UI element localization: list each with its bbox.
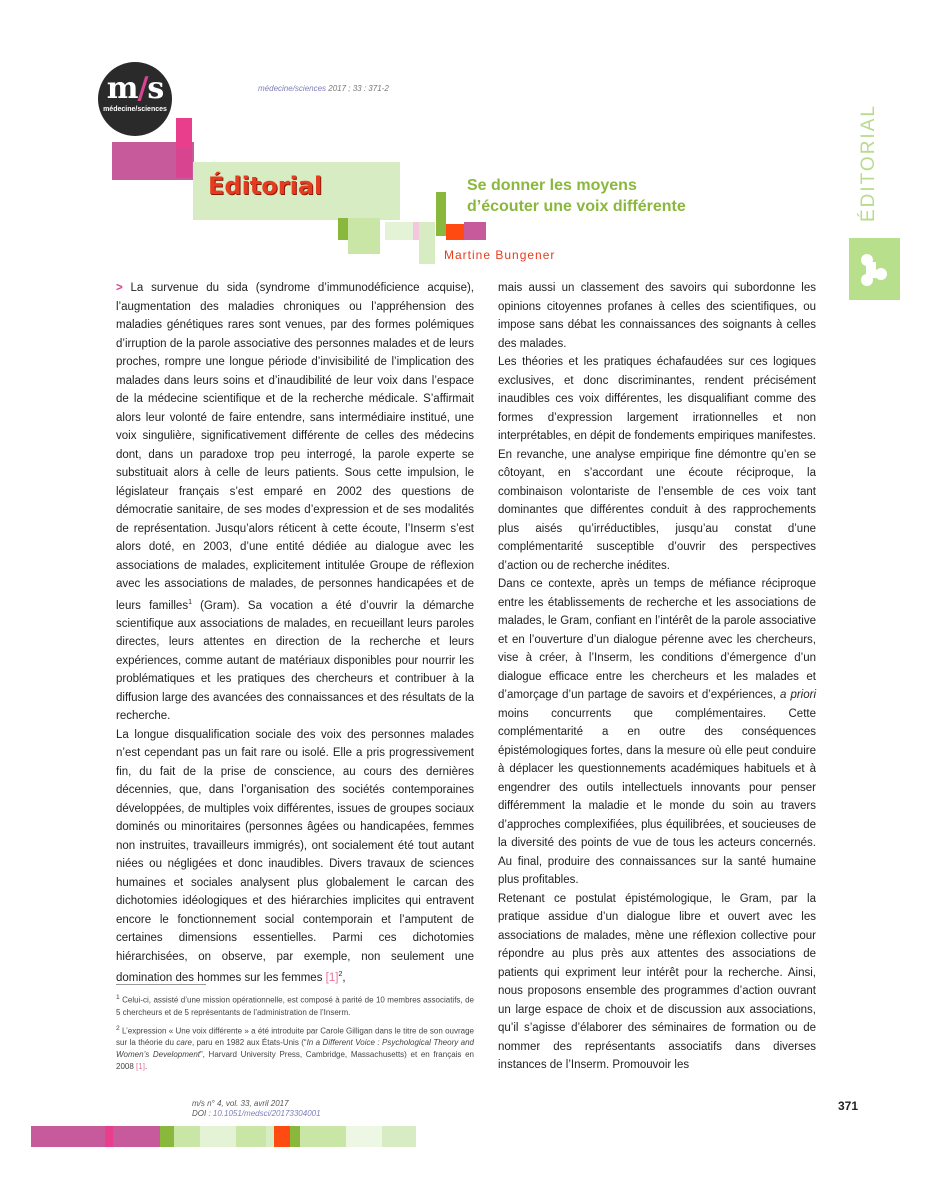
footer-bar-segment — [105, 1126, 113, 1147]
section-label: Éditorial — [208, 172, 323, 200]
deco-block — [419, 222, 435, 264]
paragraph: mais aussi un classement des savoirs qui subordonne les opinions citoyennes profanes à celles des scientifiques, ou impose sans débat les connaissances des soignants à celles des malades. — [498, 282, 816, 350]
deco-block — [436, 192, 446, 236]
footer-bar-segment — [160, 1126, 174, 1147]
doi-link[interactable]: 10.1051/medsci/20173304001 — [212, 1109, 321, 1118]
paragraph: Retenant ce postulat épistémologique, le Gram, par la pratique assidue d’un dialogue libre et ouvert avec les associations de malades, mène une réflexion collective pour répondre au plus près aux attentes des associations de patients qui expriment leur intérêt pour la recherche. Ainsi, nous proposons ensemble des programmes d’action ouvrant un large espace de choix et de discussion aux associations, qu’il s’agisse d’élaborer des séminaires de formation ou de nommer des représentants associatifs dans diverses instances de l’Inserm. Promouvoir les — [498, 892, 816, 1071]
footer-bar-segment — [113, 1126, 160, 1147]
deco-block — [385, 222, 413, 240]
paragraph: > La survenue du sida (syndrome d’immunodéficience acquise), l’augmentation des maladies chroniques ou l’appréhension des maladies génétiques rares sont venues, par des formes polémiques d’irruption de la parole associative des personnes malades et de leurs proches, rompre une longue période d’invisibilité de l’implication des malades dans leurs soins et d’inaudibilité de leur voix dans l’espace de la médecine scientifique et de la recherche médicale. S’affirmait alors leur volonté de faire entendre, sans intermédiaire institué, une voix singulière, significativement différente de celles des médecins dont, dans un paradoxe trop peu interrogé, la parole experte se substituait alors à celle de leurs patients. Sous cette impulsion, le législateur français s’est emparé en 2002 des questions de démocratie sanitaire, de ses modes d’expression et de ses modalités de représentation. Jusqu’alors réticent à cette écoute, l’Inserm s’est alors doté, en 2003, d’une entité dédiée au dialogue avec les associations de malades, explicitement intitulée Groupe de réflexion avec les associations de malades, de personnes handicapées et de leurs familles$^1$ (Gram). Sa vocation a été d’ouvrir la démarche scientifique aux associations de malades, en recueillant leurs paroles directes, leurs attentes en direction de la recherche et leurs expériences, comme autant de matériaux disponibles pour nourrir les problématiques et les pratiques des chercheurs et contribuer à la diffusion large des avancées des connaissances et des résultats de la recherche. — [116, 282, 474, 723]
footer-bar-segment — [236, 1126, 266, 1147]
author: Martine Bungener — [444, 248, 556, 262]
issue-reference: m/s n° 4, vol. 33, avril 2017 DOI : 10.1051/medsci/20173304001 — [192, 1099, 321, 1118]
logo-sub: médecine/sciences — [103, 106, 167, 113]
paragraph: La longue disqualification sociale des voix des personnes malades n’est cependant pas un fait rare ou isolé. Elle a pris progressivement fin, du fait de la prise de conscience, au cours des dernières décennies, que, dans l’organisation des sociétés contemporaines développées, de multiples voix différentes, issues de groupes sociaux dominés ou minoritaires (personnes âgées ou handicapées, femmes non instruites, travailleurs immigrés), ont socialement été tout autant niées ou négligées et donc inaudibles. Divers travaux de sciences humaines et sociales analysent plus globalement le carcan des dichotomies idéologiques et des hiérarchies implicites qui entravent encore le fonctionnement social contemporain et l’amputent de certaines dimensions essentielles. Parmi ces dichotomies hiérarchisées, on observe, par exemple, non seulement une domination des hommes sur les femmes $[1]^2$, — [116, 728, 474, 985]
paragraph: Les théories et les pratiques échafaudées sur ces logiques exclusives, et donc discriminantes, rendent précisément inaudibles ces voix différentes, les disqualifiant comme des formes d’expression largement irrationnelles et non interprétables, en dépit de fondements empiriques manifestes. En revanche, une analyse empirique fine démontre qu’en se côtoyant, en s’accordant une écoute réciproque, la combinaison volontariste de l’ensemble de ces voix tant dominantes que différentes conduit à des rapprochements plus aisés qu’irréductibles, jusqu’au constat d’une complémentarité susceptible d’ouvrir des perspectives d’action ou de recherche inédites. — [498, 356, 816, 572]
deco-block — [348, 218, 380, 254]
deco-block — [464, 222, 486, 240]
footnote-divider — [116, 984, 206, 985]
footnotes — [116, 992, 474, 1077]
footer-bar-segment — [174, 1126, 200, 1147]
body-column-right — [498, 279, 816, 1075]
deco-block — [338, 218, 348, 240]
paragraph: Dans ce contexte, après un temps de méfiance réciproque entre les établissements de recherche et les associations de malades, le Gram, confiant en l’intérêt de la parole associative et en l’ouverture d’un dialogue pérenne avec les chercheurs, vise à créer, à l’Inserm, les conditions d’émergence d’un dialogue efficace entre les chercheurs et les malades et d’amorçage d’un partage de savoirs et d’expériences, a priori moins concurrents que complémentaires. Cette complémentarité a en outre des conséquences épistémologiques fortes, dans la mesure où elle peut conduire à déplacer les questionnements académiques habituels et à engendrer des outils intellectuels innovants pour penser différemment la maladie et le monde du soin au travers d’approches complexifiées, plus équilibrées, et soucieuses de la diversité des points de vue de tous les acteurs concernés. Au final, produire des connaissances sur la santé humaine plus profitables. — [498, 578, 817, 886]
footnote: $^2$ L’expression « Une voix différente » a été introduite par Carole Gilligan dans le titre de son ouvrage sur la théorie du care, paru en 1982 aux États-Unis (“In a Different Voice : Psychological Theory and Women’s Development”, Harvard University Press, Cambridge, Massachusetts) et en français en 2008 [1]. — [116, 1024, 475, 1072]
logo-main: m/s — [106, 71, 164, 106]
footer-bar-segment — [274, 1126, 290, 1147]
deco-block — [446, 224, 464, 240]
page-number: 371 — [838, 1099, 859, 1113]
deco-block — [176, 148, 192, 178]
journal-reference: médecine/sciences 2017 ; 33 : 371-2 — [258, 84, 389, 93]
footer-bar-segment — [266, 1126, 274, 1147]
footer-bar-segment — [346, 1126, 382, 1147]
footer-bar-segment — [382, 1126, 416, 1147]
footer-bar-segment — [200, 1126, 236, 1147]
deco-block — [176, 118, 192, 148]
footer-bar-segment — [31, 1126, 105, 1147]
article-title: Se donner les moyens d’écouter une voix différente — [467, 177, 686, 215]
body-column-left — [116, 279, 474, 988]
footnote: $^1$ Celui-ci, assisté d’une mission opérationnelle, est composé à parité de 10 membres associatifs, de 5 chercheurs et de 5 représentants de l’administration de l’Inserm. — [116, 994, 474, 1017]
side-tab — [849, 238, 900, 300]
trefoil-icon — [849, 238, 900, 300]
side-section-label: ÉDITORIAL — [858, 104, 879, 222]
footer-bar-segment — [300, 1126, 346, 1147]
journal-logo — [98, 62, 172, 136]
citation-link[interactable]: [1] — [136, 1062, 145, 1072]
citation-link[interactable]: [1] — [325, 972, 339, 985]
footer-bar-segment — [290, 1126, 300, 1147]
